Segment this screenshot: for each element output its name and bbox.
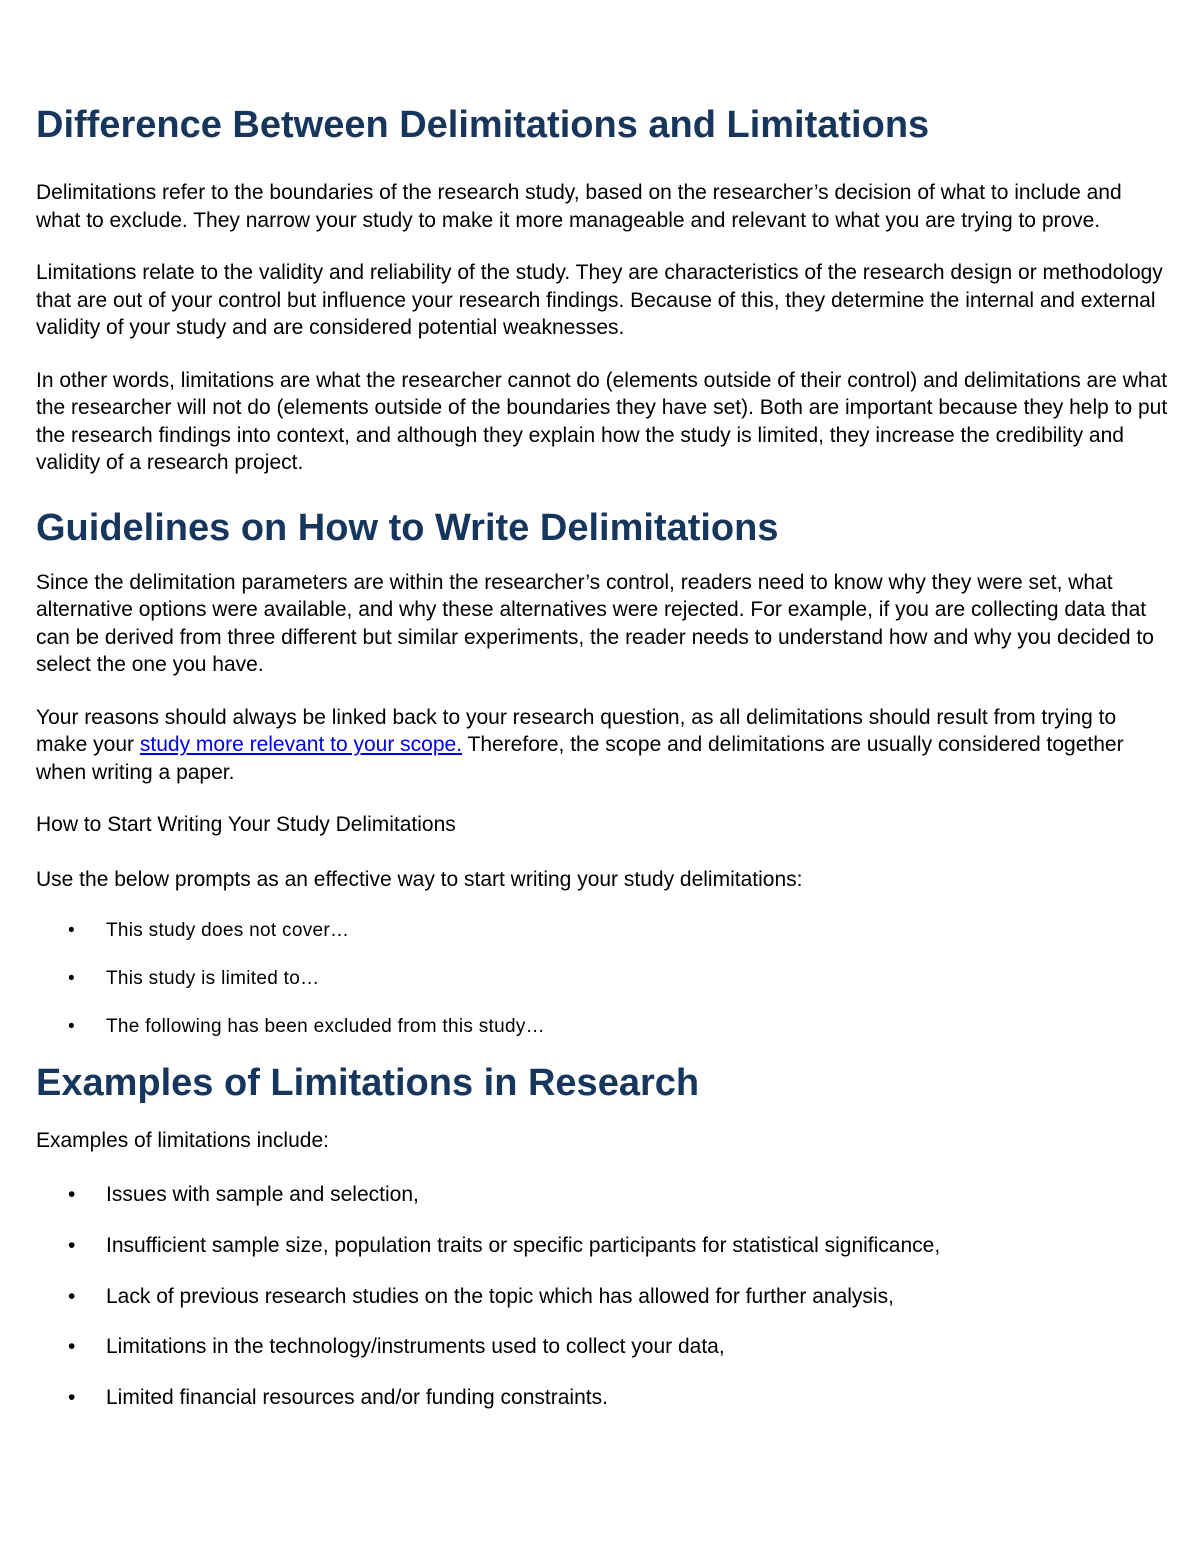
- bullet-icon: •: [68, 968, 75, 989]
- paragraph-your-reasons: [36, 704, 1171, 787]
- bullet-icon: •: [68, 1334, 76, 1358]
- examples-list: [36, 1182, 1171, 1411]
- bullet-icon: •: [68, 1284, 76, 1308]
- list-item: [36, 1284, 1171, 1310]
- paragraph-examples-intro: Examples of limitations include:: [36, 1129, 329, 1152]
- bullet-icon: •: [68, 1385, 76, 1409]
- bullet-icon: •: [68, 920, 75, 941]
- list-item: [36, 1015, 1171, 1039]
- bullet-icon: •: [68, 1016, 75, 1037]
- list-item: [36, 1385, 1171, 1411]
- list-item-text: This study is limited to…: [106, 968, 320, 989]
- document-page: [36, 0, 1171, 1411]
- list-item: [36, 1233, 1171, 1259]
- subheading-how-to-start: How to Start Writing Your Study Delimitations: [36, 813, 456, 836]
- paragraph-prompts-intro: Use the below prompts as an effective way to start writing your study delimitations:: [36, 867, 803, 891]
- list-item: [36, 1334, 1171, 1360]
- list-item-text: Limited financial resources and/or funding constraints.: [106, 1385, 608, 1409]
- list-item-text: Lack of previous research studies on the topic which has allowed for further analysis,: [106, 1284, 894, 1308]
- list-item-text: This study does not cover…: [106, 920, 350, 941]
- list-item-text: Insufficient sample size, population traits or specific participants for statistical significance,: [106, 1233, 941, 1257]
- prompts-list: [36, 919, 1171, 1039]
- heading-examples: Examples of Limitations in Research: [36, 1062, 700, 1104]
- paragraph-delimitations-definition: Delimitations refer to the boundaries of the research study, based on the researcher’s decision of what to include and what to exclude. They narrow your study to make it more manageable and relevant to what you are trying to prove.: [36, 181, 1122, 232]
- list-item: [36, 1182, 1171, 1208]
- list-item: [36, 967, 1171, 991]
- reasons-text-after: Therefore, the scope and delimitations are usually considered together when writing a paper.: [36, 733, 1124, 784]
- scope-link[interactable]: study more relevant to your scope.: [139, 733, 463, 756]
- list-item: [36, 919, 1171, 943]
- heading-difference: Difference Between Delimitations and Limitations: [36, 104, 930, 146]
- list-item-text: The following has been excluded from this study…: [106, 1016, 545, 1037]
- paragraph-in-other-words: In other words, limitations are what the researcher cannot do (elements outside of their control) and delimitations are what the researcher will not do (elements outside of the boundaries they have set). Both are important because they help to put the research findings into context, and although they explain how the study is limited, they increase the credibility and validity of a research project.: [36, 368, 1168, 474]
- bullet-icon: •: [68, 1233, 76, 1257]
- heading-guidelines: Guidelines on How to Write Delimitations: [36, 506, 779, 549]
- reasons-text-before: Your reasons should always be linked back to your research question, as all delimitations should result from trying to make your: [36, 705, 1117, 756]
- paragraph-delimitation-parameters: Since the delimitation parameters are within the researcher’s control, readers need to know why they were set, what alternative options were available, and why these alternatives were rejected. For example, if you are collecting data that can be derived from three different but similar experiments, the reader needs to understand how and why you decided to select the one you have.: [36, 570, 1154, 676]
- paragraph-limitations-definition: Limitations relate to the validity and reliability of the study. They are characteristics of the research design or methodology that are out of your control but influence your research findings. Because of this, they determine the internal and external validity of your study and are considered potential weaknesses.: [36, 261, 1163, 339]
- bullet-icon: •: [68, 1182, 76, 1206]
- list-item-text: Limitations in the technology/instruments used to collect your data,: [106, 1334, 725, 1358]
- list-item-text: Issues with sample and selection,: [106, 1182, 419, 1206]
